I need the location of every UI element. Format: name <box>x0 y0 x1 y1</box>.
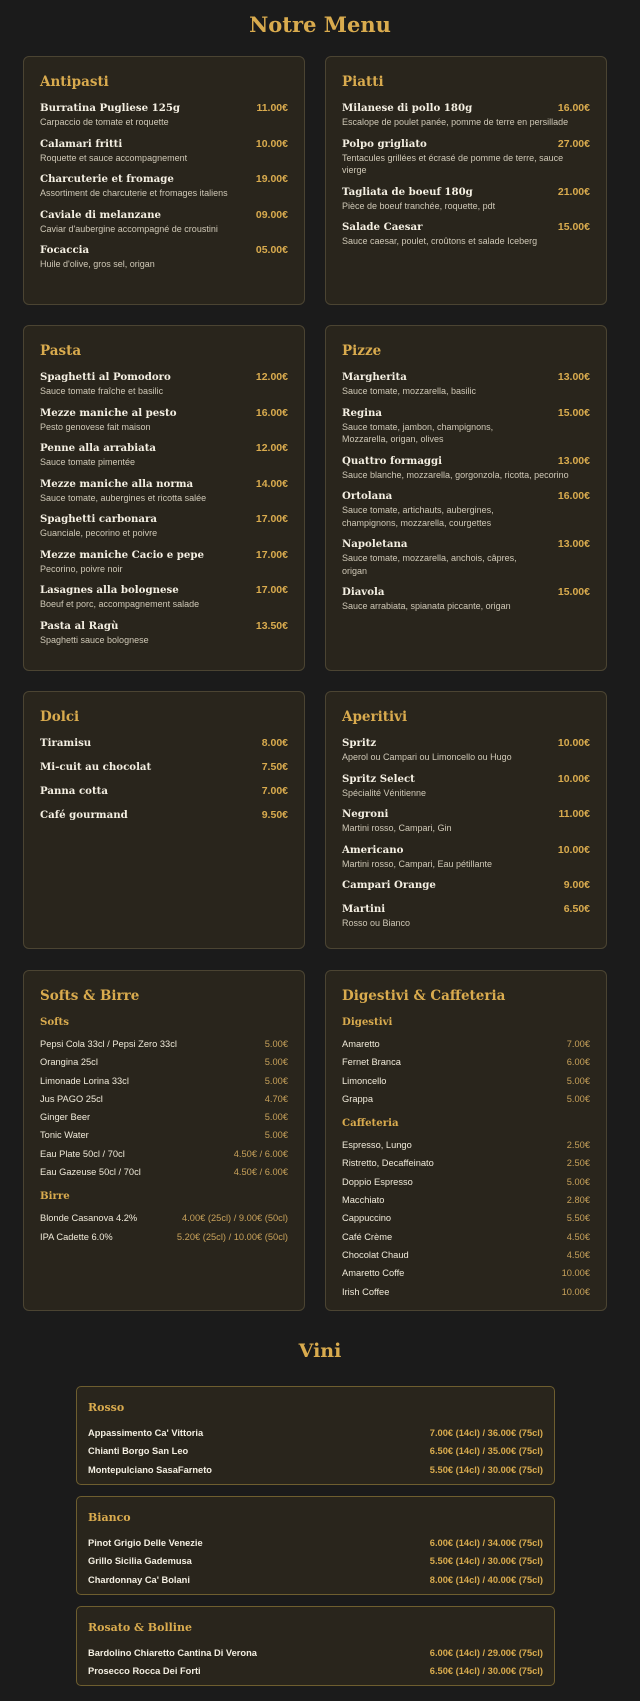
item-description: Assortiment de charcuterie et fromages italiens <box>40 188 228 198</box>
item-price: 10.00€ <box>557 737 590 749</box>
list-item <box>40 1163 288 1181</box>
list-item <box>342 1154 590 1172</box>
wine-price: 5.50€ (14cl) / 30.00€ (75cl) <box>429 1464 543 1475</box>
wine-row <box>88 1662 543 1680</box>
wine-price: 6.50€ (14cl) / 35.00€ (75cl) <box>429 1446 543 1457</box>
item-price: 16.00€ <box>557 490 590 502</box>
item-price: 17.00€ <box>255 584 288 596</box>
menu-item <box>40 513 288 540</box>
item-description: Sauce caesar, poulet, croûtons et salade Iceberg <box>342 236 538 246</box>
item-name: Focaccia <box>40 244 90 256</box>
page-title: Notre Menu <box>249 12 391 37</box>
piatti-title: Piatti <box>342 74 384 90</box>
list-item <box>342 1136 590 1154</box>
item-price: 21.00€ <box>557 185 590 198</box>
caffeteria-subtitle: Caffeteria <box>342 1117 399 1130</box>
wine-name: Prosecco Rocca Dei Forti <box>88 1666 201 1677</box>
item-name: Negroni <box>342 808 389 820</box>
item-price: 17.00€ <box>255 548 288 561</box>
item-price: 13.00€ <box>557 371 590 383</box>
item-description: Pecorino, poivre noir <box>40 563 123 574</box>
wine-name: Appassimento Ca' Vittoria <box>88 1428 204 1438</box>
item-price: 6.00€ <box>566 1057 590 1068</box>
item-price: 12.00€ <box>255 442 288 454</box>
list-item <box>342 1035 590 1053</box>
item-price: 5.00€ <box>566 1093 590 1104</box>
item-price: 5.20€ (25cl) / 10.00€ (50cl) <box>176 1231 288 1242</box>
item-name: Burratina Pugliese 125g <box>40 102 181 114</box>
menu-item <box>40 809 288 822</box>
item-price: 10.00€ <box>561 1286 590 1297</box>
item-name: Cappuccino <box>342 1213 392 1224</box>
antipasti-card <box>23 56 305 305</box>
item-price: 5.00€ <box>264 1039 288 1049</box>
item-name: IPA Cadette 6.0% <box>40 1231 113 1242</box>
digestivi-subtitle: Digestivi <box>342 1016 393 1028</box>
item-name: Tagliata de boeuf 180g <box>342 185 473 198</box>
menu-item <box>40 620 288 647</box>
item-description: Caviar d'aubergine accompagné de croustini <box>40 223 218 234</box>
item-name: Limoncello <box>342 1075 387 1086</box>
item-name: Calamari fritti <box>40 137 123 150</box>
item-price: 27.00€ <box>557 137 590 150</box>
menu-item <box>342 371 590 398</box>
item-name: Quattro formaggi <box>342 454 443 467</box>
dolci-title: Dolci <box>40 709 80 725</box>
item-name: Caviale di melanzane <box>40 208 161 221</box>
item-name: Milanese di pollo 180g <box>342 102 473 114</box>
wine-row <box>88 1552 543 1570</box>
menu-item <box>342 407 590 446</box>
menu-item <box>342 903 590 930</box>
wine-price: 7.00€ (14cl) / 36.00€ (75cl) <box>429 1428 543 1438</box>
item-name: Lasagnes alla bolognese <box>40 584 179 596</box>
antipasti-title: Antipasti <box>40 74 109 90</box>
item-name: Amaretto Coffe <box>342 1268 405 1279</box>
item-name: Penne alla arrabiata <box>40 442 157 454</box>
item-name: Café gourmand <box>40 809 128 821</box>
wine-row <box>88 1534 543 1552</box>
item-price: 5.00€ <box>566 1075 590 1086</box>
item-name: Mezze maniche al pesto <box>40 406 177 419</box>
item-price: 9.00€ <box>563 879 590 891</box>
rosso-title: Rosso <box>88 1401 125 1414</box>
bianco-card <box>76 1496 555 1595</box>
menu-item <box>342 221 590 248</box>
item-name: Grappa <box>342 1093 374 1104</box>
item-name: Mezze maniche Cacio e pepe <box>40 548 205 561</box>
item-price: 2.50€ <box>566 1158 590 1169</box>
pasta-card <box>23 325 305 671</box>
menu-item <box>40 584 288 611</box>
rosso-card <box>76 1386 555 1485</box>
menu-item <box>40 478 288 505</box>
item-price: 13.50€ <box>255 619 288 632</box>
item-name: Charcuterie et fromage <box>40 173 174 185</box>
digestivi-caffeteria-title: Digestivi & Caffeteria <box>342 988 506 1004</box>
menu-item <box>342 138 590 177</box>
item-description: Sauce blanche, mozzarella, gorgonzola, ricotta, pecorino <box>342 469 569 480</box>
menu-item <box>40 138 288 165</box>
item-name: Tonic Water <box>40 1130 89 1141</box>
item-price: 13.00€ <box>557 538 590 550</box>
wine-name: Chardonnay Ca' Bolani <box>88 1574 190 1585</box>
list-item <box>40 1053 288 1071</box>
menu-item <box>40 549 288 576</box>
list-item <box>40 1072 288 1090</box>
list-item <box>40 1228 288 1246</box>
item-price: 4.00€ (25cl) / 9.00€ (50cl) <box>182 1213 288 1224</box>
item-name: Regina <box>342 406 382 419</box>
item-price: 10.00€ <box>255 137 288 150</box>
vini-title: Vini <box>298 1340 342 1362</box>
menu-item <box>342 737 590 764</box>
menu-item <box>40 785 288 798</box>
item-description: Sauce tomate, mozzarella, anchois, câpres, origan <box>342 553 517 576</box>
wine-row <box>88 1442 543 1460</box>
list-item <box>40 1035 288 1053</box>
wine-row <box>88 1424 543 1442</box>
item-name: Pepsi Cola 33cl / Pepsi Zero 33cl <box>40 1039 177 1049</box>
item-name: Pasta al Ragù <box>40 619 119 632</box>
item-name: Spaghetti al Pomodoro <box>40 371 171 383</box>
digestivi-caffeteria-card <box>325 970 607 1311</box>
menu-item <box>342 844 590 871</box>
menu-item <box>40 737 288 750</box>
item-description: Spaghetti sauce bolognese <box>40 634 149 645</box>
item-price: 15.00€ <box>557 406 590 419</box>
item-price: 19.00€ <box>255 173 288 185</box>
menu-item <box>40 209 288 236</box>
item-description: Sauce tomate, jambon, champignons, Mozzarella, origan, olives <box>342 421 494 444</box>
item-name: Martini <box>342 903 386 915</box>
item-description: Pièce de boeuf tranchée, roquette, pdt <box>342 200 496 211</box>
list-item <box>40 1209 288 1227</box>
menu-item <box>342 490 590 529</box>
dolci-card <box>23 691 305 949</box>
item-price: 2.80€ <box>566 1195 590 1206</box>
item-name: Jus PAGO 25cl <box>40 1093 103 1104</box>
item-name: Amaretto <box>342 1039 380 1049</box>
rosato-card <box>76 1606 555 1686</box>
item-price: 16.00€ <box>557 102 590 114</box>
pasta-title: Pasta <box>40 343 82 359</box>
menu-item <box>342 586 590 613</box>
item-name: Spaghetti carbonara <box>40 513 157 525</box>
item-price: 14.00€ <box>255 477 288 490</box>
menu-item <box>40 173 288 200</box>
item-name: Fernet Branca <box>342 1057 401 1068</box>
item-description: Boeuf et porc, accompagnement salade <box>40 599 200 609</box>
list-item <box>342 1173 590 1191</box>
item-description: Carpaccio de tomate et roquette <box>40 117 169 127</box>
item-name: Mi-cuit au chocolat <box>40 761 152 773</box>
bianco-title: Bianco <box>88 1511 131 1524</box>
wine-price: 8.00€ (14cl) / 40.00€ (75cl) <box>429 1574 543 1585</box>
item-name: Panna cotta <box>40 785 108 797</box>
item-name: Eau Gazeuse 50cl / 70cl <box>40 1167 141 1178</box>
item-name: Salade Caesar <box>342 221 423 233</box>
wine-row <box>88 1644 543 1662</box>
item-price: 5.50€ <box>566 1213 590 1224</box>
item-price: 11.00€ <box>256 102 288 114</box>
item-price: 5.00€ <box>264 1075 288 1086</box>
item-price: 5.00€ <box>264 1057 288 1068</box>
item-description: Guanciale, pecorino et poivre <box>40 528 158 538</box>
item-description: Sauce tomate, mozzarella, basilic <box>342 386 477 396</box>
item-description: Sauce tomate fraîche et basilic <box>40 386 164 396</box>
wine-price: 5.50€ (14cl) / 30.00€ (75cl) <box>429 1556 543 1567</box>
item-description: Martini rosso, Campari, Eau pétillante <box>342 858 493 869</box>
piatti-card <box>325 56 607 305</box>
item-name: Spritz Select <box>342 772 415 785</box>
item-price: 16.00€ <box>255 406 288 419</box>
item-price: 9.50€ <box>261 809 288 821</box>
item-price: 8.00€ <box>261 737 288 749</box>
item-price: 5.00€ <box>264 1112 288 1123</box>
item-name: Mezze maniche alla norma <box>40 477 194 490</box>
menu-item <box>40 761 288 774</box>
item-description: Spécialité Vénitienne <box>342 787 427 798</box>
wine-row <box>88 1461 543 1479</box>
item-price: 2.50€ <box>566 1140 590 1151</box>
list-item <box>342 1191 590 1209</box>
list-item <box>342 1228 590 1246</box>
menu-item <box>40 442 288 469</box>
list-item <box>342 1209 590 1227</box>
item-description: Huile d'olive, gros sel, origan <box>40 259 155 269</box>
item-price: 10.00€ <box>557 843 590 856</box>
list-item <box>342 1072 590 1090</box>
item-description: Tentacules grillées et écrasé de pomme de terre, sauce vierge <box>342 152 564 175</box>
item-price: 10.00€ <box>557 772 590 785</box>
softs-birre-card <box>23 970 305 1311</box>
item-price: 5.00€ <box>566 1176 590 1187</box>
item-name: Doppio Espresso <box>342 1176 413 1187</box>
birre-subtitle: Birre <box>40 1190 70 1203</box>
wine-name: Pinot Grigio Delle Venezie <box>88 1538 203 1548</box>
item-name: Chocolat Chaud <box>342 1249 409 1260</box>
list-item <box>40 1126 288 1144</box>
item-price: 7.50€ <box>261 761 288 773</box>
item-price: 05.00€ <box>255 244 288 256</box>
item-description: Sauce tomate, artichauts, aubergines, champignons, mozzarella, courgettes <box>342 505 494 528</box>
softs-birre-title: Softs & Birre <box>40 988 140 1004</box>
item-name: Spritz <box>342 737 377 749</box>
aperitivi-card <box>325 691 607 949</box>
list-item <box>342 1053 590 1071</box>
menu-item <box>342 808 590 835</box>
item-name: Ortolana <box>342 490 393 502</box>
item-description: Sauce arrabiata, spianata piccante, origan <box>342 601 511 611</box>
item-price: 11.00€ <box>558 808 590 820</box>
item-price: 09.00€ <box>255 208 288 221</box>
item-price: 13.00€ <box>557 454 590 467</box>
wine-name: Montepulciano SasaFarneto <box>88 1464 212 1475</box>
list-item <box>342 1090 590 1108</box>
item-price: 4.50€ / 6.00€ <box>233 1148 288 1159</box>
item-name: Espresso, Lungo <box>342 1140 412 1151</box>
item-price: 7.00€ <box>566 1039 590 1049</box>
item-price: 10.00€ <box>561 1268 590 1279</box>
list-item <box>40 1108 288 1126</box>
item-price: 15.00€ <box>557 221 590 233</box>
item-description: Sauce tomate, aubergines et ricotta salée <box>40 492 207 503</box>
menu-item <box>342 102 590 129</box>
wine-price: 6.00€ (14cl) / 34.00€ (75cl) <box>429 1538 543 1548</box>
item-name: Eau Plate 50cl / 70cl <box>40 1148 125 1159</box>
wine-price: 6.00€ (14cl) / 29.00€ (75cl) <box>429 1648 543 1658</box>
wine-name: Bardolino Chiaretto Cantina Di Verona <box>88 1648 257 1658</box>
item-description: Aperol ou Campari ou Limoncello ou Hugo <box>342 752 512 762</box>
item-name: Americano <box>342 843 404 856</box>
menu-item <box>342 538 590 577</box>
item-price: 4.50€ / 6.00€ <box>233 1167 288 1178</box>
item-name: Irish Coffee <box>342 1286 390 1297</box>
list-item <box>342 1283 590 1301</box>
item-name: Café Crème <box>342 1231 393 1242</box>
menu-item <box>342 455 590 482</box>
wine-name: Chianti Borgo San Leo <box>88 1446 189 1457</box>
menu-item <box>40 407 288 434</box>
wine-price: 6.50€ (14cl) / 30.00€ (75cl) <box>429 1666 543 1677</box>
item-price: 4.70€ <box>264 1093 288 1104</box>
menu-item <box>40 371 288 398</box>
wine-row <box>88 1571 543 1589</box>
item-price: 15.00€ <box>557 586 590 598</box>
item-name: Ginger Beer <box>40 1112 91 1123</box>
item-description: Rosso ou Bianco <box>342 918 411 928</box>
list-item <box>40 1145 288 1163</box>
list-item <box>342 1264 590 1282</box>
item-description: Sauce tomate pimentée <box>40 457 136 467</box>
aperitivi-title: Aperitivi <box>342 709 408 725</box>
pizze-title: Pizze <box>342 343 382 359</box>
menu-item <box>342 186 590 213</box>
pizze-card <box>325 325 607 671</box>
item-description: Martini rosso, Campari, Gin <box>342 823 452 833</box>
item-name: Polpo grigliato <box>342 137 427 150</box>
item-name: Campari Orange <box>342 879 436 891</box>
item-description: Roquette et sauce accompagnement <box>40 152 188 163</box>
item-price: 17.00€ <box>255 513 288 525</box>
item-price: 4.50€ <box>566 1231 590 1242</box>
menu-item <box>40 244 288 271</box>
item-price: 6.50€ <box>563 903 590 915</box>
item-name: Ristretto, Decaffeinato <box>342 1158 434 1169</box>
item-name: Tiramisu <box>40 737 92 749</box>
item-description: Pesto genovese fait maison <box>40 421 151 432</box>
menu-item <box>342 879 590 892</box>
rosato-title: Rosato & Bolline <box>88 1621 192 1634</box>
item-name: Diavola <box>342 586 385 598</box>
wine-name: Grillo Sicilia Gademusa <box>88 1556 192 1567</box>
item-description: Escalope de poulet panée, pomme de terre en persillade <box>342 117 569 127</box>
list-item <box>40 1090 288 1108</box>
item-name: Blonde Casanova 4.2% <box>40 1213 138 1224</box>
item-name: Limonade Lorina 33cl <box>40 1075 129 1086</box>
item-name: Margherita <box>342 371 407 383</box>
item-price: 12.00€ <box>255 371 288 383</box>
item-name: Macchiato <box>342 1195 385 1206</box>
item-price: 7.00€ <box>261 785 288 797</box>
item-name: Orangina 25cl <box>40 1057 98 1068</box>
item-price: 4.50€ <box>566 1249 590 1260</box>
item-price: 5.00€ <box>264 1130 288 1141</box>
list-item <box>342 1246 590 1264</box>
softs-subtitle: Softs <box>40 1016 69 1028</box>
item-name: Napoletana <box>342 538 408 550</box>
menu-item <box>342 773 590 800</box>
menu-item <box>40 102 288 129</box>
